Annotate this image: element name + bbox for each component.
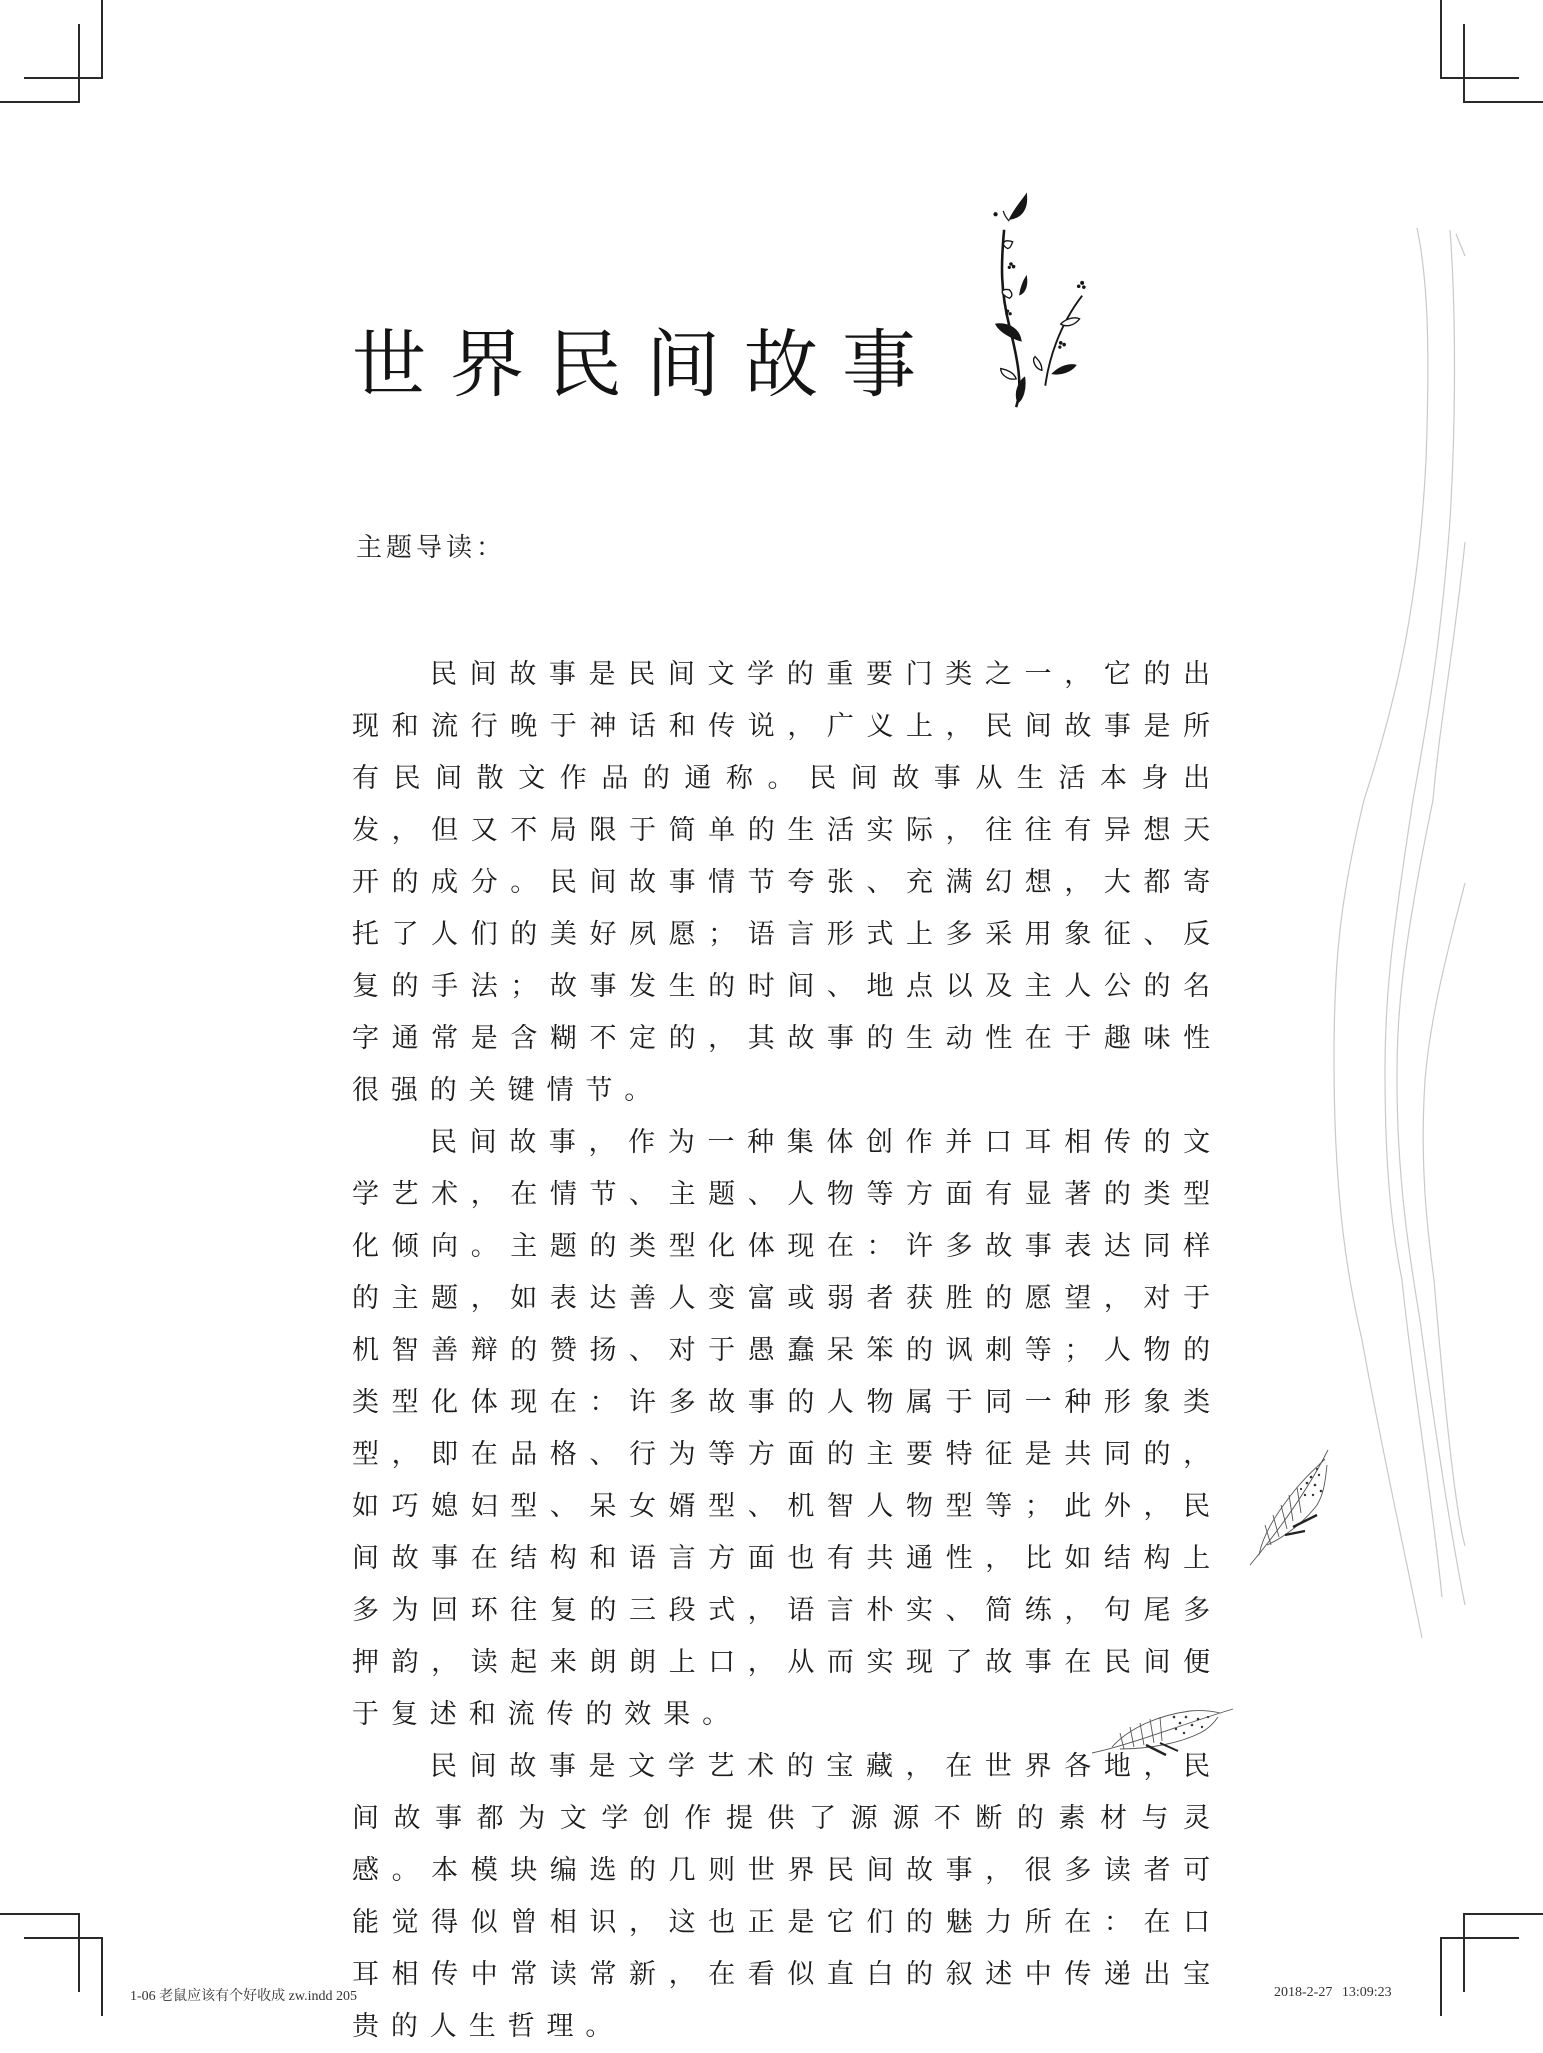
feather-icon bbox=[1245, 1445, 1340, 1570]
crop-mark-bottom-right bbox=[1463, 1913, 1465, 1992]
crop-mark-top-left bbox=[101, 0, 103, 79]
crop-mark-top-right bbox=[1440, 77, 1519, 79]
paragraph: 民间故事，作为一种集体创作并口耳相传的文学艺术，在情节、主题、人物等方面有显著的类型化倾向。主题的类型化体现在：许多故事表达同样的主题，如表达善人变富或弱者获胜的愿望，对于机智善辩的赞扬、对于愚蠢呆笨的讽刺等；人物的类型化体现在：许多故事的人物属于同一种形象类型，即在品格、行为等方面的主要特征是共同的，如巧媳妇型、呆女婿型、机智人物型等；此外，民间故事在结构和语言方面也有共通性，比如结构上多为回环往复的三段式，语言朴实、简练，句尾多押韵，读起来朗朗上口，从而实现了故事在民间便于复述和流传的效果。 bbox=[352, 1127, 1222, 1730]
feather-icon bbox=[1090, 1705, 1235, 1760]
crop-mark-bottom-right bbox=[1440, 1937, 1519, 1939]
crop-mark-bottom-left bbox=[24, 1937, 103, 1939]
crop-mark-bottom-right bbox=[1463, 1913, 1543, 1915]
crop-mark-top-left bbox=[0, 101, 80, 103]
crop-mark-bottom-left bbox=[0, 1913, 80, 1915]
paragraph: 民间故事是民间文学的重要门类之一，它的出现和流行晚于神话和传说，广义上，民间故事是所有民间散文作品的通称。民间故事从生活本身出发，但又不局限于简单的生活实际，往往有异想天开的成分。民间故事情节夸张、充满幻想，大都寄托了人们的美好夙愿；语言形式上多采用象征、反复的手法；故事发生的时间、地点以及主人公的名字通常是含糊不定的，其故事的生动性在于趣味性很强的关键情节。 bbox=[352, 659, 1222, 1106]
crop-mark-top-right bbox=[1440, 0, 1442, 79]
crop-mark-top-right bbox=[1463, 101, 1543, 103]
page-title: 世界民间故事 bbox=[352, 322, 940, 408]
section-heading: 主题导读： bbox=[356, 533, 507, 563]
crop-mark-top-left bbox=[78, 24, 80, 103]
crop-mark-top-left bbox=[24, 77, 103, 79]
print-timestamp: 2018-2-27 13:09:23 bbox=[1274, 1985, 1392, 2000]
article-body bbox=[352, 649, 1222, 2053]
crop-mark-top-right bbox=[1463, 24, 1465, 103]
file-info: 1-06 老鼠应该有个好收成 zw.indd 205 bbox=[130, 1989, 357, 2004]
vine-leaves-icon bbox=[975, 170, 1095, 430]
crop-mark-bottom-left bbox=[101, 1937, 103, 2016]
crop-mark-bottom-right bbox=[1440, 1937, 1442, 2016]
crop-mark-bottom-left bbox=[78, 1913, 80, 1992]
paragraph: 民间故事是文学艺术的宝藏，在世界各地，民间故事都为文学创作提供了源源不断的素材与灵感。本模块编选的几则世界民间故事，很多读者可能觉得似曾相识，这也正是它们的魅力所在：在口耳相传中常读常新，在看似直白的叙述中传递出宝贵的人生哲理。 bbox=[352, 1751, 1222, 2042]
